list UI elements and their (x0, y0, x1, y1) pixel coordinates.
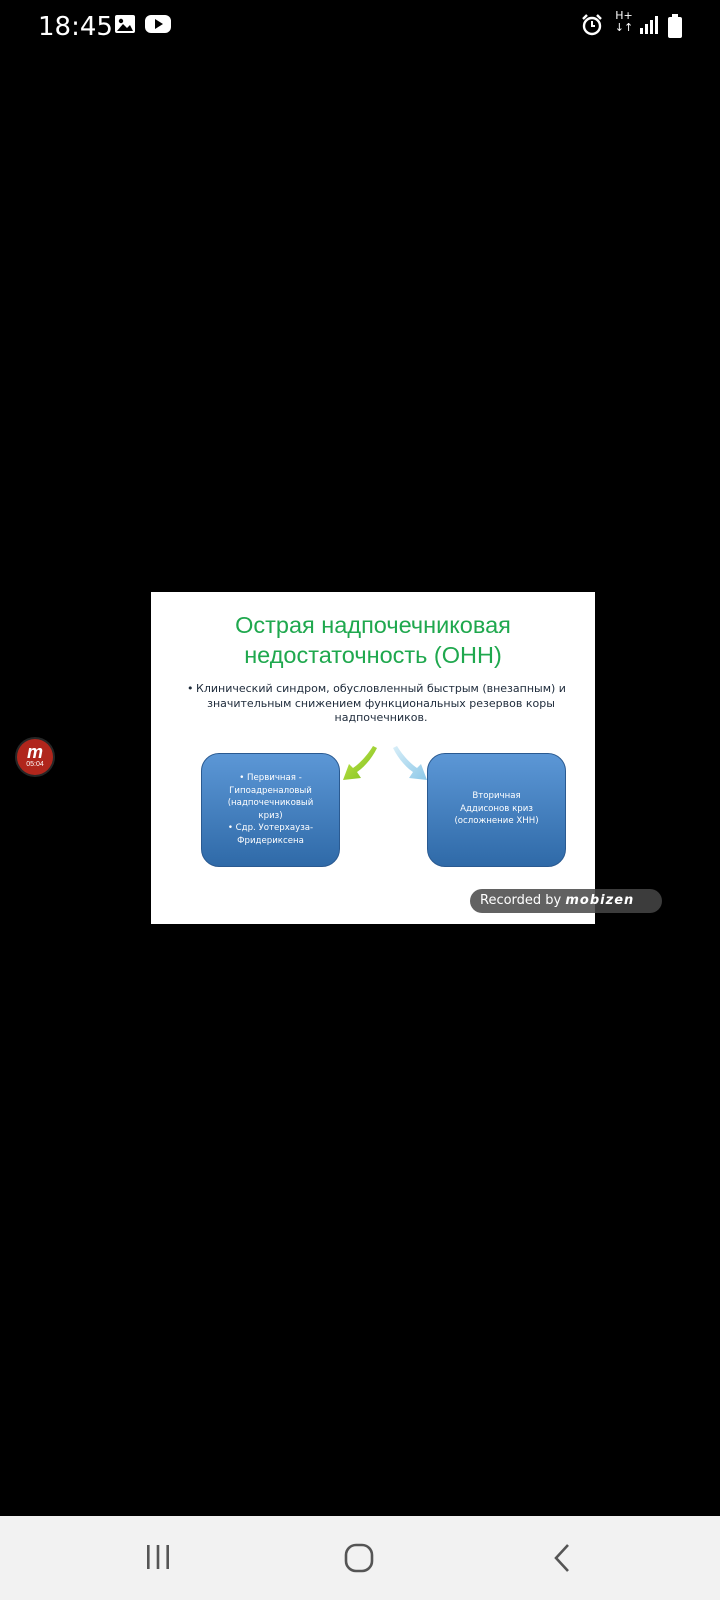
primary-crisis-box (201, 753, 340, 867)
bullet-line3: надпочечников. (334, 711, 428, 724)
network-label: H+ (615, 9, 633, 22)
mobizen-logo-icon: m (26, 742, 43, 762)
mobizen-record-bubble[interactable] (17, 739, 53, 775)
signal-icon (639, 16, 659, 34)
gallery-icon (114, 14, 136, 34)
secondary-line2: Аддисонов криз (460, 803, 533, 814)
slide-bullet (187, 682, 571, 726)
primary-line1: • Первичная - (239, 773, 302, 783)
alarm-icon (580, 13, 604, 37)
primary-line6: Фридериксена (237, 835, 304, 846)
slide-title-line2: недостаточность (ОНН) (244, 642, 502, 668)
secondary-crisis-box (427, 753, 566, 867)
primary-line4: криз) (258, 810, 283, 821)
slide-title (151, 610, 595, 670)
back-icon[interactable] (550, 1542, 574, 1574)
primary-line2: Гипоадреналовый (229, 785, 312, 796)
presentation-slide (151, 592, 595, 924)
recorded-by-badge (470, 889, 662, 913)
secondary-line1: Вторичная (472, 791, 521, 801)
bullet-line1: Клинический синдром, обусловленный быстрым (внезапным) и (196, 682, 566, 695)
navigation-bar (0, 1516, 720, 1600)
green-arrow-icon (341, 746, 381, 792)
primary-line5: • Сдр. Уотерхауза- (227, 823, 314, 833)
bullet-dot-icon: • (187, 682, 194, 695)
youtube-icon (145, 14, 171, 34)
network-icon: H+ ↓↑ (614, 9, 634, 34)
bullet-line2: значительным снижением функциональных резервов коры (207, 696, 555, 710)
recent-apps-icon[interactable] (143, 1542, 173, 1572)
secondary-line3: (осложнение ХНН) (454, 816, 539, 826)
mobizen-brand: mobizen (565, 893, 635, 908)
recording-timer: 05:04 (26, 761, 44, 768)
slide-title-line1: Острая надпочечниковая (235, 612, 511, 638)
recorded-prefix: Recorded by (480, 893, 562, 908)
status-bar (0, 0, 720, 56)
battery-icon (668, 14, 682, 38)
status-time: 18:45 (38, 12, 113, 42)
blue-arrow-icon (389, 746, 429, 792)
home-icon[interactable] (343, 1542, 375, 1574)
primary-line3: (надпочечниковый (227, 798, 314, 808)
